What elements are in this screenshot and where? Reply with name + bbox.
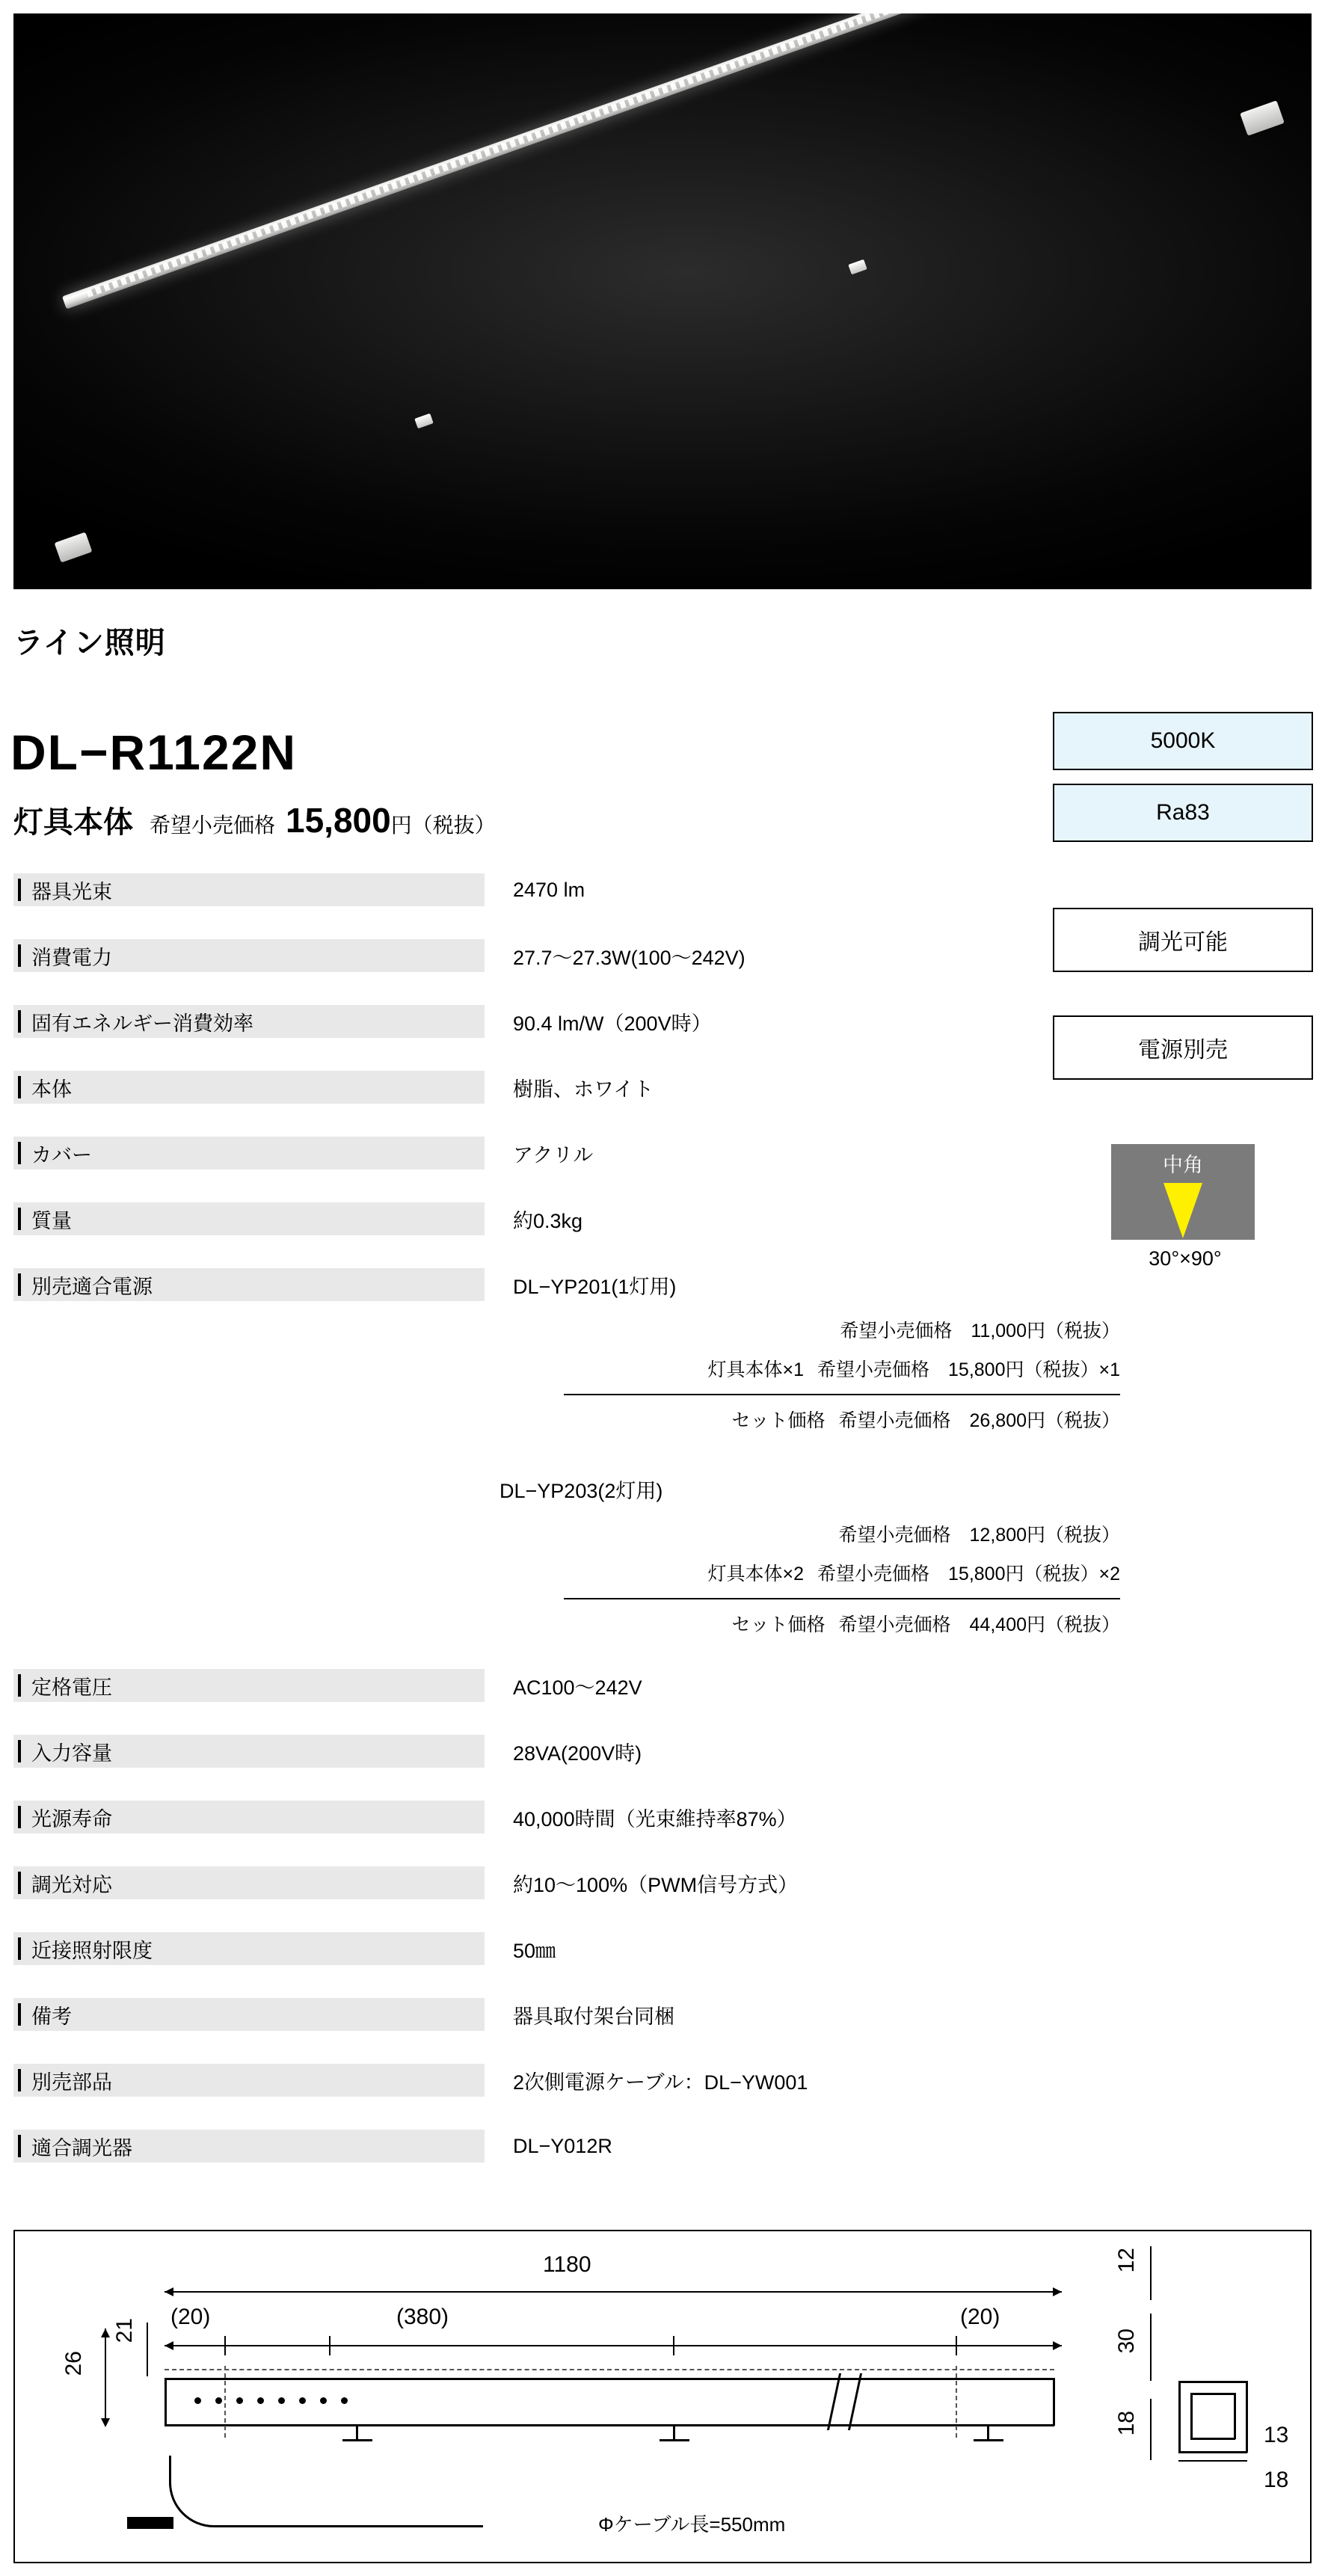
dim-height-12: 12 (1114, 2248, 1139, 2273)
badge-color-temperature: 5000K (1053, 712, 1313, 770)
cable-length-note: Φケーブル長=550mm (598, 2513, 786, 2536)
dim-seg-mid: (380) (396, 2305, 449, 2329)
table-row (13, 1998, 1038, 2031)
fixture-outline-right (1053, 2378, 1055, 2426)
section-outline (1178, 2381, 1247, 2383)
table-row (13, 1735, 1038, 1768)
spec-value: 2470 lm (513, 878, 585, 901)
linear-fixture-illustration (57, 58, 1283, 544)
category-title: ライン照明 (13, 627, 166, 660)
psu-unit-line (499, 1355, 1120, 1382)
spec-value: 2次側電源ケーブル：DL−YW001 (513, 2071, 808, 2094)
psu-line-price: 希望小売価格 12,800円（税抜） (838, 1525, 1120, 1546)
table-row (13, 1932, 1038, 1965)
dim-guide-line (224, 2366, 226, 2438)
spec-table-top (13, 873, 1038, 1334)
section-inner (1190, 2438, 1235, 2440)
table-row (13, 1137, 1038, 1169)
dimension-drawing (13, 2230, 1312, 2563)
power-set-block-2 (499, 1475, 1120, 1637)
table-row (13, 1669, 1038, 1702)
fixture-end-cap-right (1240, 100, 1285, 136)
price-body-label: 灯具本体 (13, 806, 133, 839)
spec-label: 別売適合電源 (13, 1268, 485, 1301)
psu-set-total (499, 1610, 1120, 1637)
divider (564, 1394, 1120, 1395)
table-row (13, 2130, 1038, 2162)
dim-arrow (1053, 2341, 1062, 2350)
mount-bracket (673, 2424, 675, 2441)
psu-total-label: セット価格 (731, 1614, 826, 1635)
section-inner (1190, 2393, 1235, 2395)
price-row (13, 799, 496, 841)
spec-table-bottom (13, 1669, 1038, 2195)
spec-label: カバー (13, 1137, 485, 1169)
spec-value: DL−Y012R (513, 2134, 612, 2157)
power-cable (169, 2456, 483, 2527)
psu-line-price: 希望小売価格 11,000円（税抜） (840, 1321, 1120, 1341)
badge-dimmable: 調光可能 (1053, 908, 1313, 972)
dim-guide-line (956, 2366, 957, 2438)
spec-value: アクリル (513, 1143, 594, 1166)
dim-seg-left: (20) (170, 2305, 211, 2329)
spec-label: 調光対応 (13, 1866, 485, 1899)
price-yen: 円 (390, 814, 412, 837)
section-outline (1246, 2381, 1248, 2453)
dim-total-length: 1180 (543, 2252, 591, 2277)
spec-label: 備考 (13, 1998, 485, 2031)
section-inner (1234, 2393, 1236, 2439)
dim-line (165, 2291, 1062, 2293)
fixture-mount-node (848, 259, 867, 275)
fixture-outline-left (165, 2378, 167, 2426)
break-symbol (848, 2373, 862, 2430)
price-retail-label: 希望小売価格 (150, 814, 276, 837)
dim-line-v (1150, 2314, 1152, 2381)
psu-set-total (499, 1406, 1120, 1433)
spec-label: 定格電圧 (13, 1669, 485, 1702)
mount-bracket (987, 2424, 989, 2441)
spec-value: 約0.3kg (513, 1209, 583, 1232)
section-inner (1190, 2393, 1193, 2439)
fixture-outline-top (165, 2378, 1054, 2380)
spec-label: 消費電力 (13, 939, 485, 972)
product-photo (13, 13, 1312, 589)
spec-label: 近接照射限度 (13, 1932, 485, 1965)
beam-angle-value: 30°×90° (1149, 1247, 1222, 1270)
section-outline (1178, 2381, 1181, 2453)
dim-line (1178, 2460, 1247, 2462)
table-row (13, 1005, 1038, 1038)
psu-line-price: 希望小売価格 15,800円（税抜）×1 (817, 1359, 1120, 1380)
dim-arrow (1053, 2287, 1062, 2296)
spec-value: 40,000時間（光束維持率87%） (513, 1807, 797, 1830)
psu-line-price: 希望小売価格 15,800円（税抜）×2 (817, 1564, 1120, 1584)
table-row (13, 1268, 1038, 1301)
dim-line-v (147, 2323, 148, 2376)
break-symbol (827, 2373, 841, 2430)
cable-connector (127, 2517, 173, 2529)
spec-label: 本体 (13, 1071, 485, 1104)
dim-line (165, 2345, 1062, 2346)
dim-tick (224, 2336, 226, 2355)
dim-width-13: 13 (1264, 2423, 1289, 2447)
dim-height-18: 18 (1114, 2411, 1139, 2436)
section-outline (1178, 2451, 1247, 2453)
table-row (13, 1866, 1038, 1899)
psu-price-line (499, 1520, 1120, 1547)
mount-bracket (660, 2439, 689, 2441)
dim-arrow (165, 2341, 173, 2350)
price-amount: 15,800 (286, 801, 391, 840)
spec-value: 27.7〜27.3W(100〜242V) (513, 946, 745, 969)
badge-color-rendering: Ra83 (1053, 784, 1313, 842)
dim-arrow (101, 2418, 110, 2427)
fixture-outline-bottom (165, 2424, 1054, 2426)
psu-line-lead: 灯具本体×1 (707, 1359, 805, 1380)
dim-line-v (1150, 2246, 1152, 2300)
beam-cone-icon (1163, 1183, 1202, 1238)
beam-angle-diagram (1111, 1144, 1255, 1240)
spec-label: 光源寿命 (13, 1801, 485, 1833)
spec-label: 別売部品 (13, 2064, 485, 2097)
table-row (13, 2064, 1038, 2097)
psu-model-2: DL−YP203(2灯用) (499, 1480, 663, 1502)
price-tax-note: （税抜） (411, 814, 496, 837)
spec-label: 質量 (13, 1202, 485, 1235)
psu-total-label: セット価格 (731, 1410, 826, 1431)
mount-bracket (356, 2424, 358, 2441)
power-set-block-1 (499, 1316, 1120, 1433)
spec-value: AC100〜242V (513, 1676, 642, 1699)
fixture-mount-node (414, 414, 433, 429)
dim-width-18: 18 (1264, 2468, 1289, 2492)
spec-label: 固有エネルギー消費効率 (13, 1005, 485, 1038)
table-row (13, 1801, 1038, 1833)
spec-value: 器具取付架台同梱 (513, 2005, 674, 2028)
fixture-bar (62, 13, 1216, 309)
spec-value: 28VA(200V時) (513, 1742, 642, 1765)
spec-value: 50㎜ (513, 1939, 556, 1962)
beam-type-label: 中角 (1163, 1154, 1203, 1176)
model-number: DL−R1122N (10, 725, 298, 780)
dim-tick (956, 2336, 957, 2355)
dim-arrow (101, 2328, 110, 2337)
dim-line-v (105, 2328, 106, 2426)
cable-entry (169, 2456, 171, 2486)
table-row (13, 1202, 1038, 1235)
spec-value: DL−YP201(1灯用) (513, 1275, 677, 1298)
spec-value: 90.4 lm/W（200V時） (513, 1012, 712, 1035)
psu-line-lead: 灯具本体×2 (707, 1564, 805, 1584)
psu-price-line (499, 1316, 1120, 1343)
spec-value: 樹脂、ホワイト (513, 1078, 654, 1101)
table-row (13, 1071, 1038, 1104)
badge-power-separate: 電源別売 (1053, 1015, 1313, 1080)
dim-arrow (165, 2287, 173, 2296)
table-row (13, 873, 1038, 906)
dim-guide-line (165, 2369, 1054, 2370)
spec-label: 器具光束 (13, 873, 485, 906)
mount-bracket (974, 2439, 1003, 2441)
dim-tick (329, 2336, 331, 2355)
spec-label: 入力容量 (13, 1735, 485, 1768)
dim-height-30: 30 (1114, 2328, 1139, 2354)
dim-height-26: 26 (61, 2351, 86, 2376)
dim-seg-right: (20) (960, 2305, 1000, 2329)
psu-total-value: 希望小売価格 26,800円（税抜） (838, 1410, 1120, 1431)
dim-height-21: 21 (112, 2318, 137, 2343)
spec-value: 約10〜100%（PWM信号方式） (513, 1873, 799, 1896)
dim-line-v (1150, 2399, 1152, 2460)
divider (564, 1598, 1120, 1599)
spec-label: 適合調光器 (13, 2130, 485, 2162)
table-row (13, 939, 1038, 972)
mount-bracket (342, 2439, 372, 2441)
psu-total-value: 希望小売価格 44,400円（税抜） (838, 1614, 1120, 1635)
dim-tick (673, 2336, 674, 2355)
psu-unit-line (499, 1559, 1120, 1586)
